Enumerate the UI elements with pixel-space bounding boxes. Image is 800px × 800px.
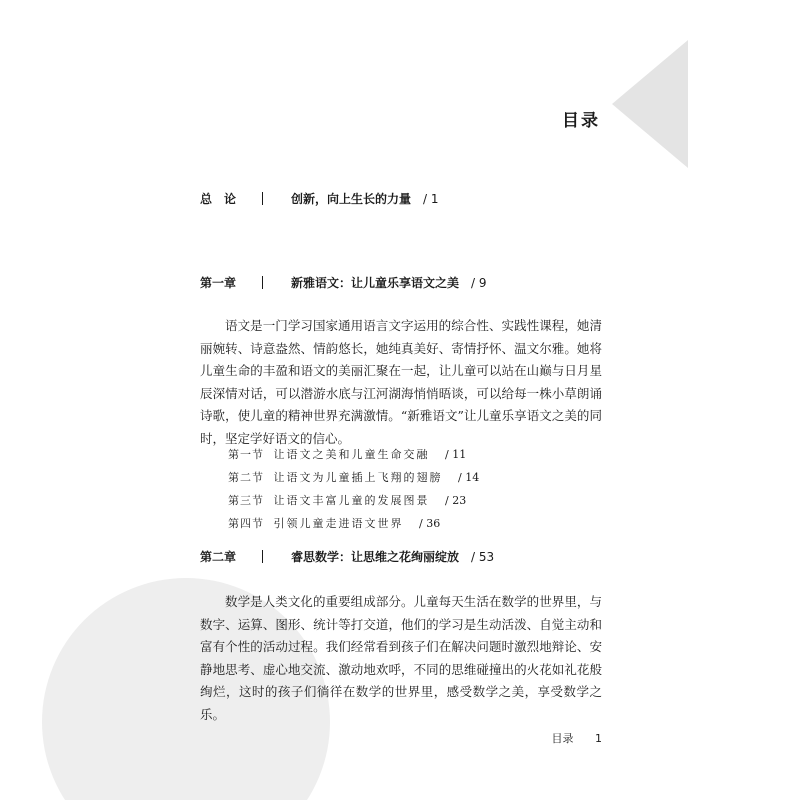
section-title: 让语文之美和儿童生命交融 bbox=[273, 448, 430, 461]
toc-section-item[interactable] bbox=[228, 489, 479, 512]
section-title: 让语文丰富儿童的发展图景 bbox=[273, 494, 430, 507]
toc-divider bbox=[262, 276, 263, 289]
section-label: 第四节 bbox=[228, 517, 264, 530]
page-title: 目录 bbox=[562, 111, 600, 131]
toc-heading-page: / 53 bbox=[471, 549, 495, 564]
page-number: 1 bbox=[595, 732, 602, 745]
toc-heading-title: 创新，向上生长的力量 bbox=[291, 192, 412, 206]
toc-heading-label: 总论 bbox=[200, 192, 249, 206]
toc-section-item[interactable] bbox=[228, 512, 479, 535]
toc-divider bbox=[262, 192, 263, 205]
footer-label: 目录 bbox=[551, 732, 574, 745]
section-page: / 14 bbox=[458, 471, 480, 484]
section-page: / 36 bbox=[419, 517, 441, 530]
section-title: 引领儿童走进语文世界 bbox=[273, 517, 404, 530]
toc-heading-label: 第一章 bbox=[200, 276, 237, 290]
toc-heading-page: / 1 bbox=[423, 191, 439, 206]
toc-section-item[interactable] bbox=[228, 443, 479, 466]
section-page: / 23 bbox=[445, 494, 467, 507]
toc-heading-title: 睿思数学：让思维之花绚丽绽放 bbox=[291, 550, 460, 564]
decorative-triangle bbox=[612, 40, 688, 168]
toc-heading-chapter-1[interactable] bbox=[200, 274, 487, 291]
chapter-1-sections bbox=[228, 443, 479, 535]
toc-heading-chapter-2[interactable] bbox=[200, 548, 494, 565]
toc-heading-label: 第二章 bbox=[200, 550, 237, 564]
toc-section-item[interactable] bbox=[228, 466, 479, 489]
toc-heading-general[interactable] bbox=[200, 190, 439, 207]
section-label: 第二节 bbox=[228, 471, 264, 484]
chapter-2-intro: 数学是人类文化的重要组成部分。儿童每天生活在数学的世界里，与数字、运算、图形、统计等打交道，他们的学习是生动活泼、自觉主动和富有个性的活动过程。我们经常看到孩子们在解决问题时激烈地辩论、安静地思考、虚心地交流、激动地欢呼，不同的思维碰撞出的火花如礼花般绚烂，这时的孩子们徜徉在数学的世界里，感受数学之美，享受数学之乐。 bbox=[200, 594, 602, 722]
section-label: 第一节 bbox=[228, 448, 264, 461]
toc-divider bbox=[262, 550, 263, 563]
chapter-1-intro: 语文是一门学习国家通用语言文字运用的综合性、实践性课程，她清丽婉转、诗意盎然、情韵悠长，她纯真美好、寄情抒怀、温文尔雅。她将儿童生命的丰盈和语文的美丽汇聚在一起，让儿童可以站在山巅与日月星辰深情对话，可以潜游水底与江河湖海悄悄晤谈，可以给每一株小草朗诵诗歌，使儿童的精神世界充满激情。“新雅语文”让儿童乐享语文之美的同时，坚定学好语文的信心。 bbox=[200, 318, 602, 446]
toc-heading-title: 新雅语文：让儿童乐享语文之美 bbox=[291, 276, 460, 290]
section-page: / 11 bbox=[445, 448, 467, 461]
page-footer bbox=[552, 730, 603, 746]
section-title: 让语文为儿童插上飞翔的翅膀 bbox=[273, 471, 443, 484]
section-label: 第三节 bbox=[228, 494, 264, 507]
toc-heading-page: / 9 bbox=[471, 275, 487, 290]
